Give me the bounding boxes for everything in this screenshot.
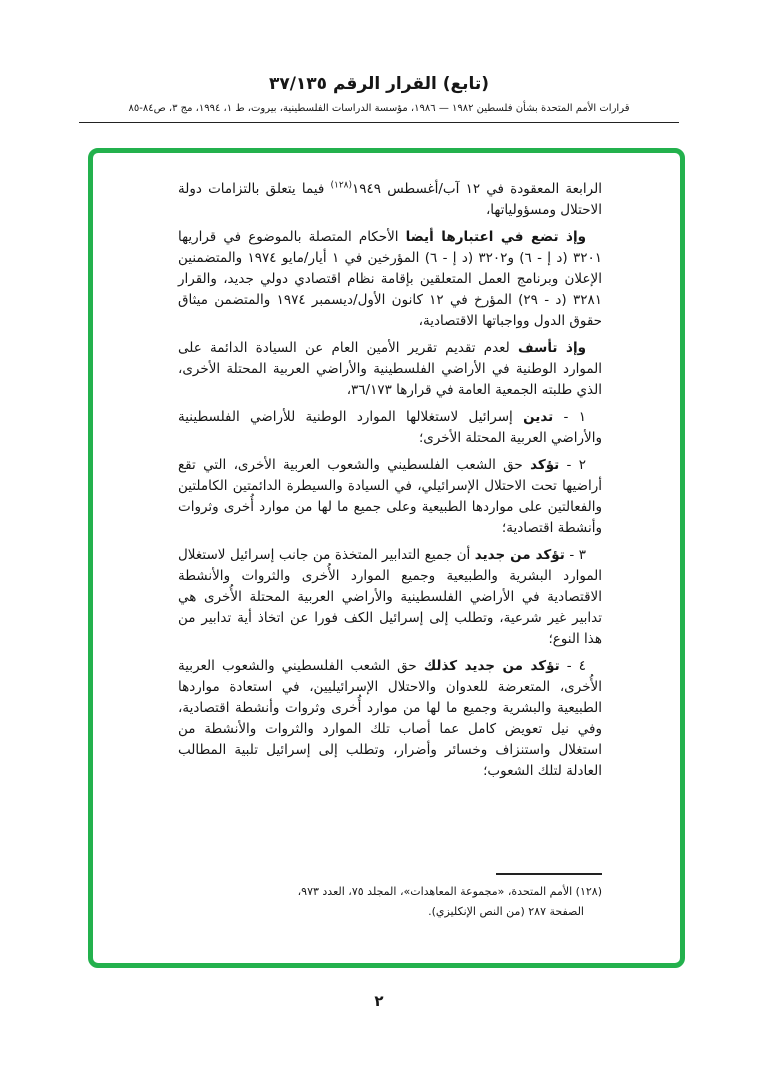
footnote-line: الصفحة ٢٨٧ (من النص الإنكليزي). <box>428 905 584 918</box>
paragraph-text: حق الشعب الفلسطيني والشعوب العربية الأخرى، التي تقع أراضيها تحت الاحتلال الإسرائيلي، في السيادة والسيطرة الدائمتين الكاملتين والفعالتين على مواردها الطبيعية وعلى جميع ما لها من موارد أُخرى وثروات وأنشطة اقتصادية؛ <box>178 457 602 536</box>
resolution-title: (تابع) القرار الرقم ٣٧/١٣٥ <box>268 74 490 94</box>
footnote-reference-marker: (١٢٨) <box>330 180 353 191</box>
operative-paragraph-1 <box>178 407 602 449</box>
operative-paragraph-4 <box>178 656 602 782</box>
paragraph-lead: تدين <box>523 409 554 425</box>
footnote <box>178 873 602 922</box>
paragraph-lead: تؤكد <box>530 457 560 473</box>
item-number: ٢ - <box>559 457 586 473</box>
page-number: ٢ <box>374 992 384 1010</box>
opening-paragraph <box>178 179 602 221</box>
paragraph-text: فيما يتعلق بالتزامات دولة الاحتلال ومسؤولياتها، <box>178 181 602 218</box>
operative-paragraph-2 <box>178 455 602 539</box>
item-number: ٣ - <box>564 547 586 563</box>
footnote-separator-rule <box>496 873 602 875</box>
item-number: ٤ - <box>559 658 586 674</box>
paragraph-lead: تؤكد من جديد كذلك <box>423 658 560 674</box>
paragraph-lead: وإذ تأسف <box>517 340 587 356</box>
paragraph-text: الأحكام المتصلة بالموضوع في قراريها ٣٢٠١ (د إ - ٦) و٣٢٠٢ (د إ - ٦) المؤرخين في ١ أيار/مايو ١٩٧٤ والمتضمنين الإعلان وبرنامج العمل المتعلقين بإقامة نظام اقتصادي دولي جديد، والقرار ٣٢٨١ (د - ٢٩) المؤرخ في ١٢ كانون الأول/ديسمبر ١٩٧٤ والمتضمن ميثاق حقوق الدول وواجباتها الاقتصادية، <box>178 229 602 329</box>
paragraph-text: لعدم تقديم تقرير الأمين العام عن السيادة الدائمة على الموارد الوطنية في الأراضي الفلسطينية والأراضي العربية المحتلة الأخرى، الذي طلبته الجمعية العامة في قرارها ٣٦/١٧٣، <box>178 340 602 398</box>
preambular-paragraph <box>178 338 602 401</box>
paragraph-lead: تؤكد من جديد <box>474 547 565 563</box>
paragraph-text: إسرائيل لاستغلالها الموارد الوطنية للأراضي الفلسطينية والأراضي العربية المحتلة الأخرى؛ <box>178 409 602 446</box>
paragraph-text: حق الشعب الفلسطيني والشعوب العربية الأُخرى، المتعرضة للعدوان والاحتلال الإسرائيليين، في استعادة مواردها الطبيعية والبشرية وجميع ما لها من موارد أُخرى وثروات وأنشطة اقتصادية، وفي نيل تعويض كامل عما أصاب تلك الموارد والثروات والأنشطة من استغلال واستنزاف وخسائر وأضرار، وتطلب إلى إسرائيل تلبية المطالب العادلة لتلك الشعوب؛ <box>178 658 602 779</box>
preambular-paragraph <box>178 227 602 332</box>
footnote-line: (١٢٨) الأمم المتحدة، «مجموعة المعاهدات»، المجلد ٧٥، العدد ٩٧٣، <box>297 885 602 898</box>
source-citation: قرارات الأمم المتحدة بشأن فلسطين ١٩٨٢ — ١٩٨٦، مؤسسة الدراسات الفلسطينية، بيروت، ط ١، ١٩٩٤، مج ٣، ص٨٤-٨٥ <box>79 103 679 123</box>
content-frame <box>88 148 685 968</box>
operative-paragraph-3 <box>178 545 602 650</box>
item-number: ١ - <box>553 409 586 425</box>
paragraph-text: الرابعة المعقودة في ١٢ آب/أغسطس ١٩٤٩ <box>352 181 602 197</box>
paragraph-text: أن جميع التدابير المتخذة من جانب إسرائيل لاستغلال الموارد البشرية والطبيعية وجميع الموارد الأُخرى والثروات والأنشطة الاقتصادية في الأراضي الفلسطينية والأراضي العربية المحتلة الأُخرى هي تدابير غير شرعية، وتطلب إلى إسرائيل الكف فورا عن اتخاذ أية تدابير من هذا النوع؛ <box>178 547 602 647</box>
resolution-body <box>178 179 602 788</box>
paragraph-lead: وإذ تضع في اعتبارها أيضا <box>405 229 587 245</box>
